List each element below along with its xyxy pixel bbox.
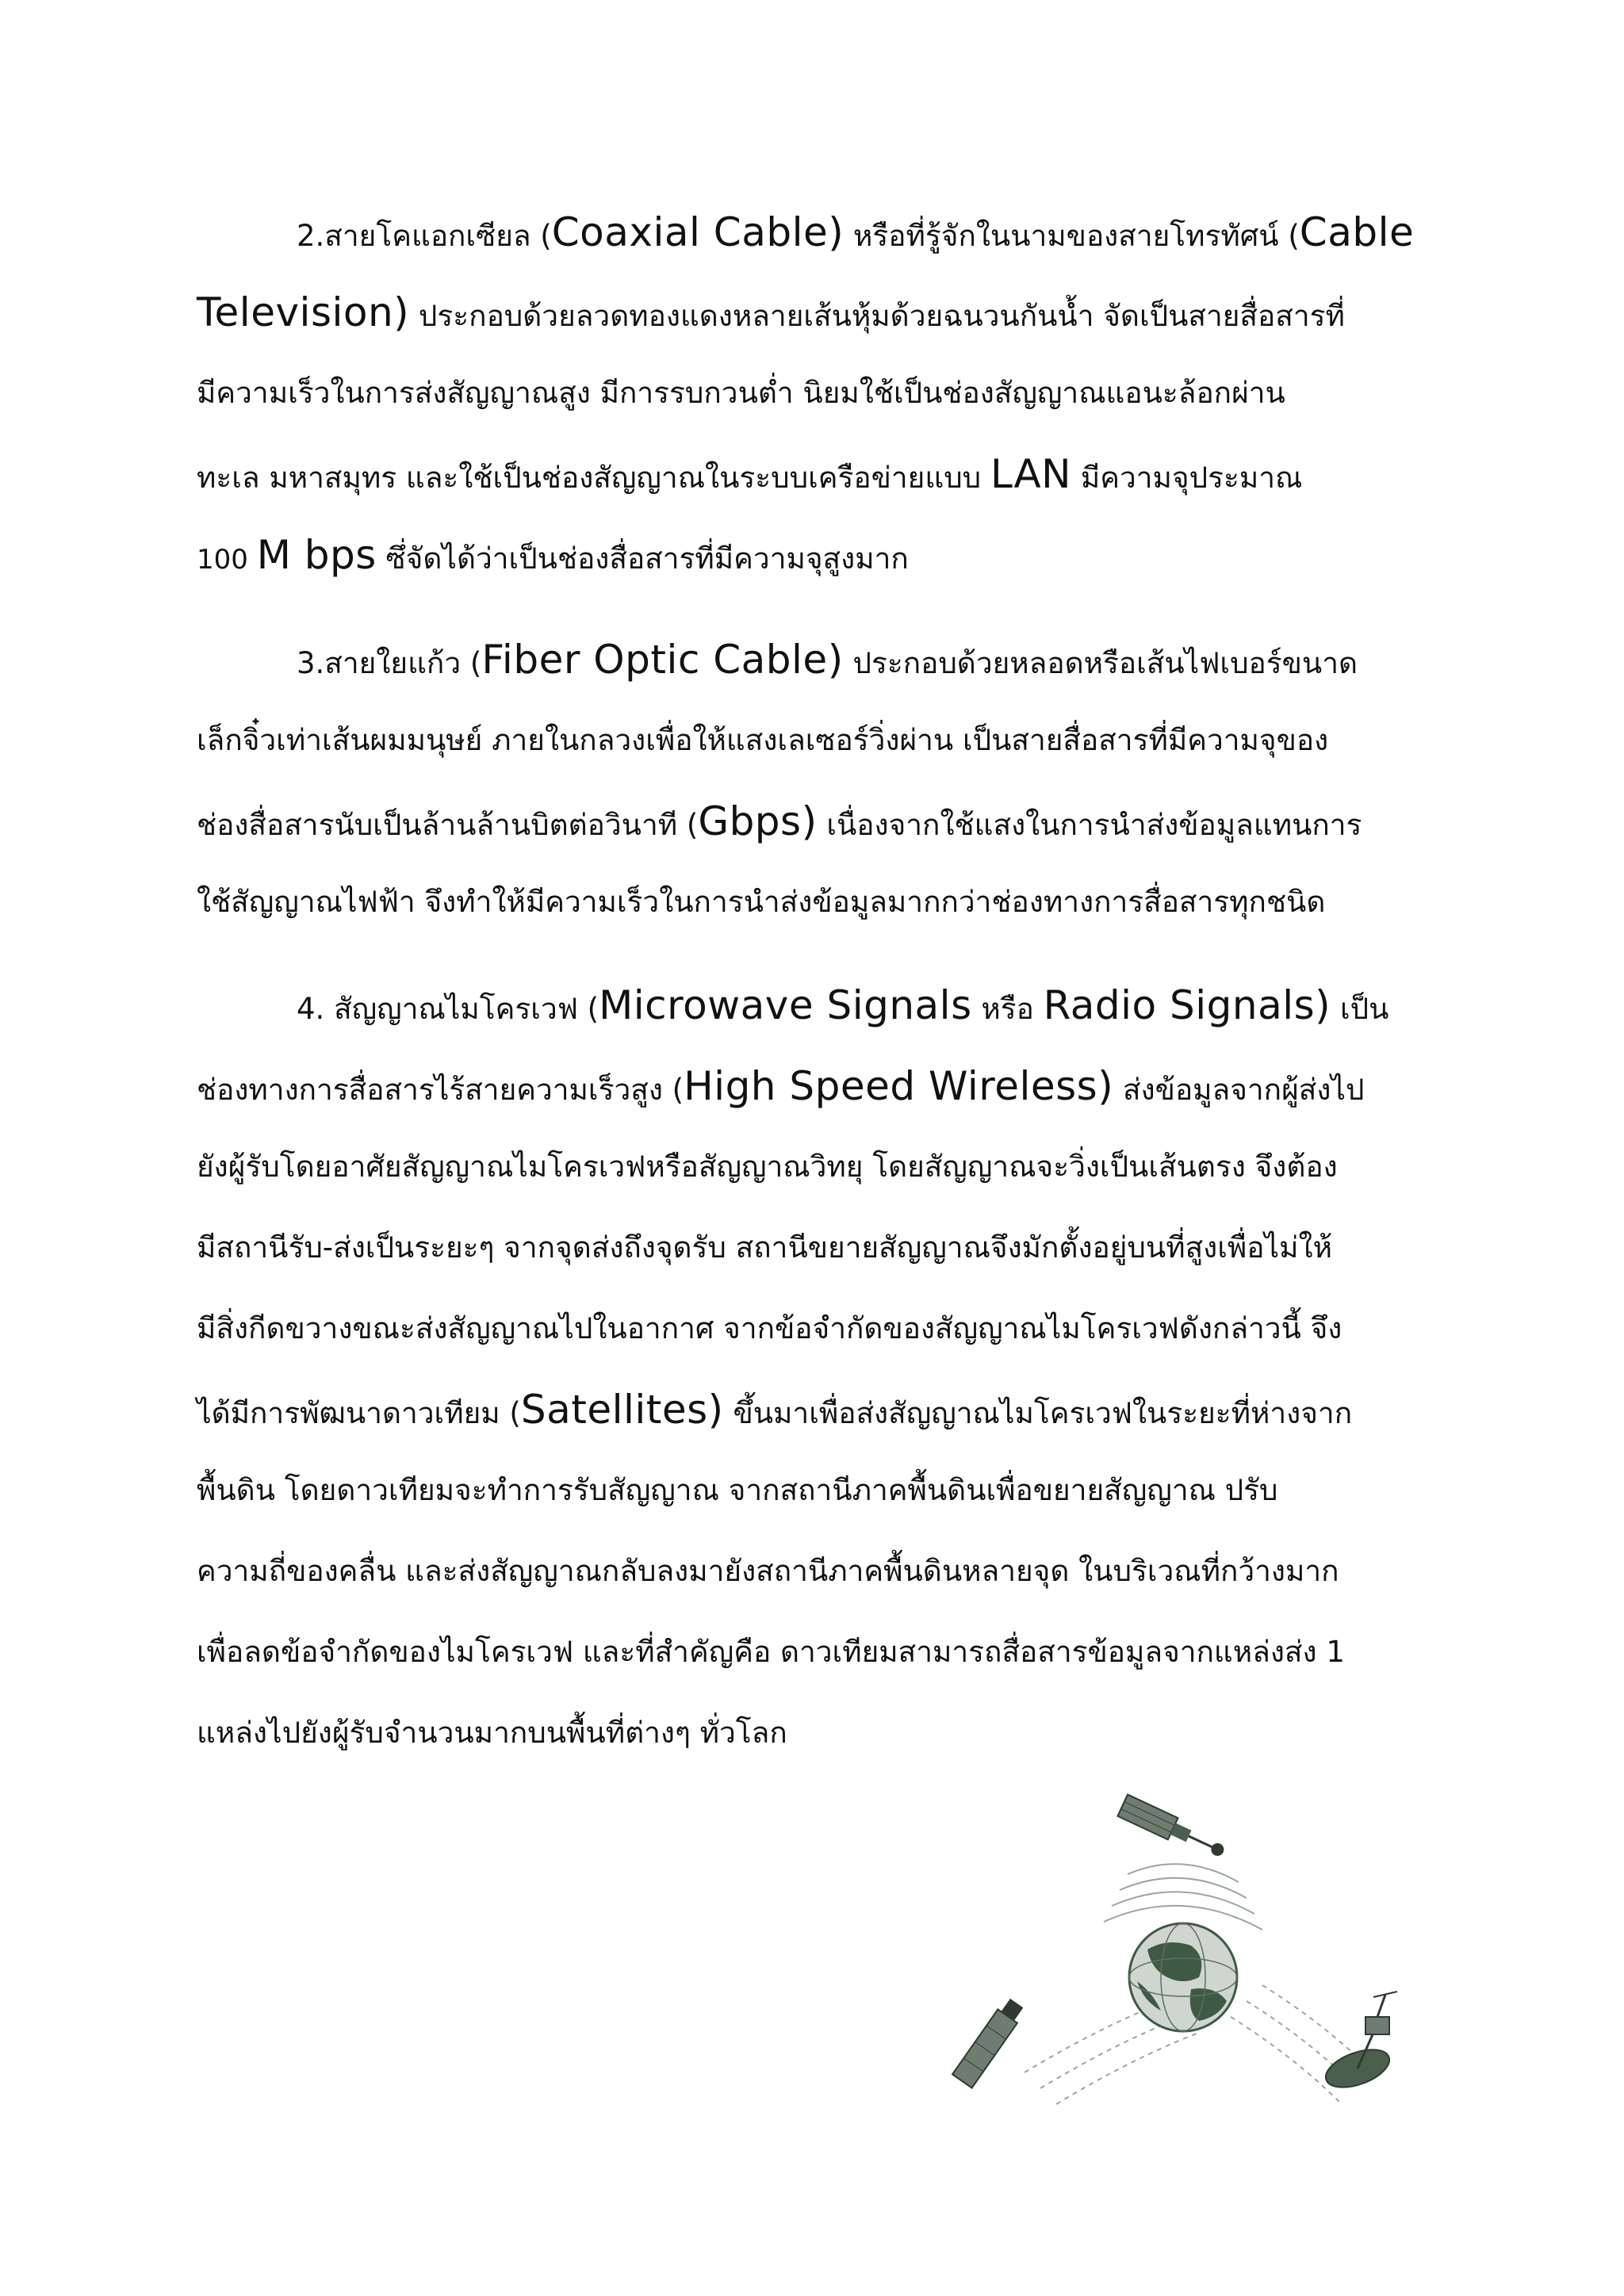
high-speed-wireless-term: High Speed Wireless) xyxy=(684,1063,1114,1109)
coaxial-text-4b: มีความจุประมาณ xyxy=(1071,461,1303,495)
microwave-text-9: เพื่อลดข้อจำกัดของไมโครเวฟ และที่สำคัญคือ ดาวเทียมสามารถสื่อสารข้อมูลจากแหล่งส่ง 1 xyxy=(197,1635,1345,1669)
satellite-communication-illustration-icon xyxy=(929,1787,1437,2120)
coaxial-line-4 xyxy=(197,450,1302,498)
microwave-text-6b: ขึ้นมาเพื่อส่งสัญญาณไมโครเวฟในระยะที่ห่างจาก xyxy=(723,1396,1353,1430)
microwave-line-3 xyxy=(197,1143,1338,1191)
microwave-line-6 xyxy=(197,1386,1352,1433)
microwave-text-3: ยังผู้รับโดยอาศัยสัญญาณไมโครเวฟหรือสัญญาณวิทยุ โดยสัญญาณจะวิ่งเป็นเส้นตรง จึงต้อง xyxy=(197,1150,1338,1184)
microwave-text-4: มีสถานีรับ-ส่งเป็นระยะๆ จากจุดส่งถึงจุดรับ สถานีขยายสัญญาณจึงมักตั้งอยู่บนที่สูงเพื่อไม่ให้ xyxy=(197,1230,1332,1265)
microwave-line-4 xyxy=(197,1224,1332,1272)
fiber-line-4 xyxy=(197,878,1325,926)
microwave-text-5: มีสิ่งกีดขวางขณะส่งสัญญาณไปในอากาศ จากข้อจำกัดของสัญญาณไมโครเวฟดังกล่าวนี้ จึง xyxy=(197,1311,1342,1345)
microwave-text-1b: เป็น xyxy=(1331,992,1389,1026)
cable-term: Cable xyxy=(1299,209,1415,255)
microwave-text-8: ความถี่ของคลื่น และส่งสัญญาณกลับลงมายังสถานีภาคพื้นดินหลายจุด ในบริเวณที่กว้างมาก xyxy=(197,1554,1339,1588)
microwave-line-9 xyxy=(197,1628,1345,1676)
microwave-line-1 xyxy=(297,982,1388,1029)
satellites-term: Satellites) xyxy=(520,1387,724,1433)
mbps-term: M bps xyxy=(256,532,377,578)
fiber-text-4: ใช้สัญญาณไฟฟ้า จึงทำให้มีความเร็วในการนำส่งข้อมูลมากกว่าช่องทางการสื่อสารทุกชนิด xyxy=(197,885,1326,919)
fiber-text-1: ประกอบด้วยหลอดหรือเส้นไฟเบอร์ขนาด xyxy=(843,646,1358,680)
satellite-icon-left xyxy=(952,1996,1026,2088)
fiber-text-2: เล็กจิ๋วเท่าเส้นผมมนุษย์ ภายในกลวงเพื่อให้แสงเลเซอร์วิ่งผ่าน เป็นสายสื่อสารที่มีความจุของ xyxy=(197,723,1329,757)
coaxial-heading: 2.สายโคแอกเซียล ( xyxy=(297,219,552,253)
microwave-heading: 4. สัญญาณไมโครเวฟ ( xyxy=(297,992,599,1026)
satellite-dish-icon xyxy=(1321,1992,1397,2095)
coaxial-text-4a: ทะเล มหาสมุทร และใช้เป็นช่องสัญญาณในระบบเครือข่ายแบบ xyxy=(197,461,990,495)
microwave-line-10 xyxy=(197,1709,787,1757)
satellite-icon-top xyxy=(1117,1795,1228,1863)
coaxial-line-5 xyxy=(197,531,909,579)
coaxial-cable-term: Coaxial Cable) xyxy=(551,209,845,255)
coaxial-text-1b: หรือที่รู้จักในนามของสายโทรทัศน์ ( xyxy=(844,219,1300,253)
fiber-line-2 xyxy=(197,717,1328,764)
coaxial-text-5: ซึ่จัดได้ว่าเป็นช่องสื่อสารที่มีความจุสูงมาก xyxy=(376,541,909,576)
microwave-line-5 xyxy=(197,1305,1342,1353)
coaxial-text-3: มีความเร็วในการส่งสัญญาณสูง มีการรบกวนต่ำ นิยมใช้เป็นช่องสัญญาณแอนะล้อกผ่าน xyxy=(197,376,1285,410)
fiber-text-3b: เนื่องจากใช้แสงในการนำส่งข้อมูลแทนการ xyxy=(817,808,1362,842)
microwave-line-8 xyxy=(197,1548,1339,1595)
fiber-heading: 3.สายใยแก้ว ( xyxy=(297,646,482,680)
fiber-line-3 xyxy=(197,798,1362,845)
microwave-text-10: แหล่งไปยังผู้รับจำนวนมากบนพื้นที่ต่างๆ ทั่วโลก xyxy=(197,1716,787,1750)
radio-signals-term: Radio Signals) xyxy=(1043,982,1331,1028)
gbps-term: Gbps) xyxy=(698,798,818,844)
microwave-signals-term: Microwave Signals xyxy=(599,982,972,1028)
television-term: Television) xyxy=(197,289,410,335)
satellite-communication-figure xyxy=(929,1787,1437,2120)
coaxial-line-2 xyxy=(197,289,1345,336)
fiber-line-1 xyxy=(297,636,1358,683)
microwave-text-7: พื้นดิน โดยดาวเทียมจะทำการรับสัญญาณ จากสถานีภาคพื้นดินเพื่อขยายสัญญาณ ปรับ xyxy=(197,1473,1278,1507)
microwave-text-1a: หรือ xyxy=(971,992,1044,1026)
coaxial-number: 100 xyxy=(197,544,257,576)
microwave-text-6a: ได้มีการพัฒนาดาวเทียม ( xyxy=(197,1396,521,1430)
coaxial-line-3 xyxy=(197,369,1285,417)
globe-icon xyxy=(1129,1923,1237,2031)
microwave-text-2a: ช่องทางการสื่อสารไร้สายความเร็วสูง ( xyxy=(197,1073,684,1107)
coaxial-line-1 xyxy=(297,209,1414,256)
microwave-line-2 xyxy=(197,1062,1365,1110)
microwave-text-2b: ส่งข้อมูลจากผู้ส่งไป xyxy=(1113,1073,1365,1107)
microwave-line-7 xyxy=(197,1467,1278,1514)
coaxial-text-2: ประกอบด้วยลวดทองแดงหลายเส้นหุ้มด้วยฉนวนกันน้ำ จัดเป็นสายสื่อสารที่ xyxy=(409,299,1345,333)
fiber-optic-term: Fiber Optic Cable) xyxy=(481,637,844,683)
fiber-text-3a: ช่องสื่อสารนับเป็นล้านล้านบิตต่อวินาที ( xyxy=(197,808,699,842)
lan-term: LAN xyxy=(990,451,1072,497)
